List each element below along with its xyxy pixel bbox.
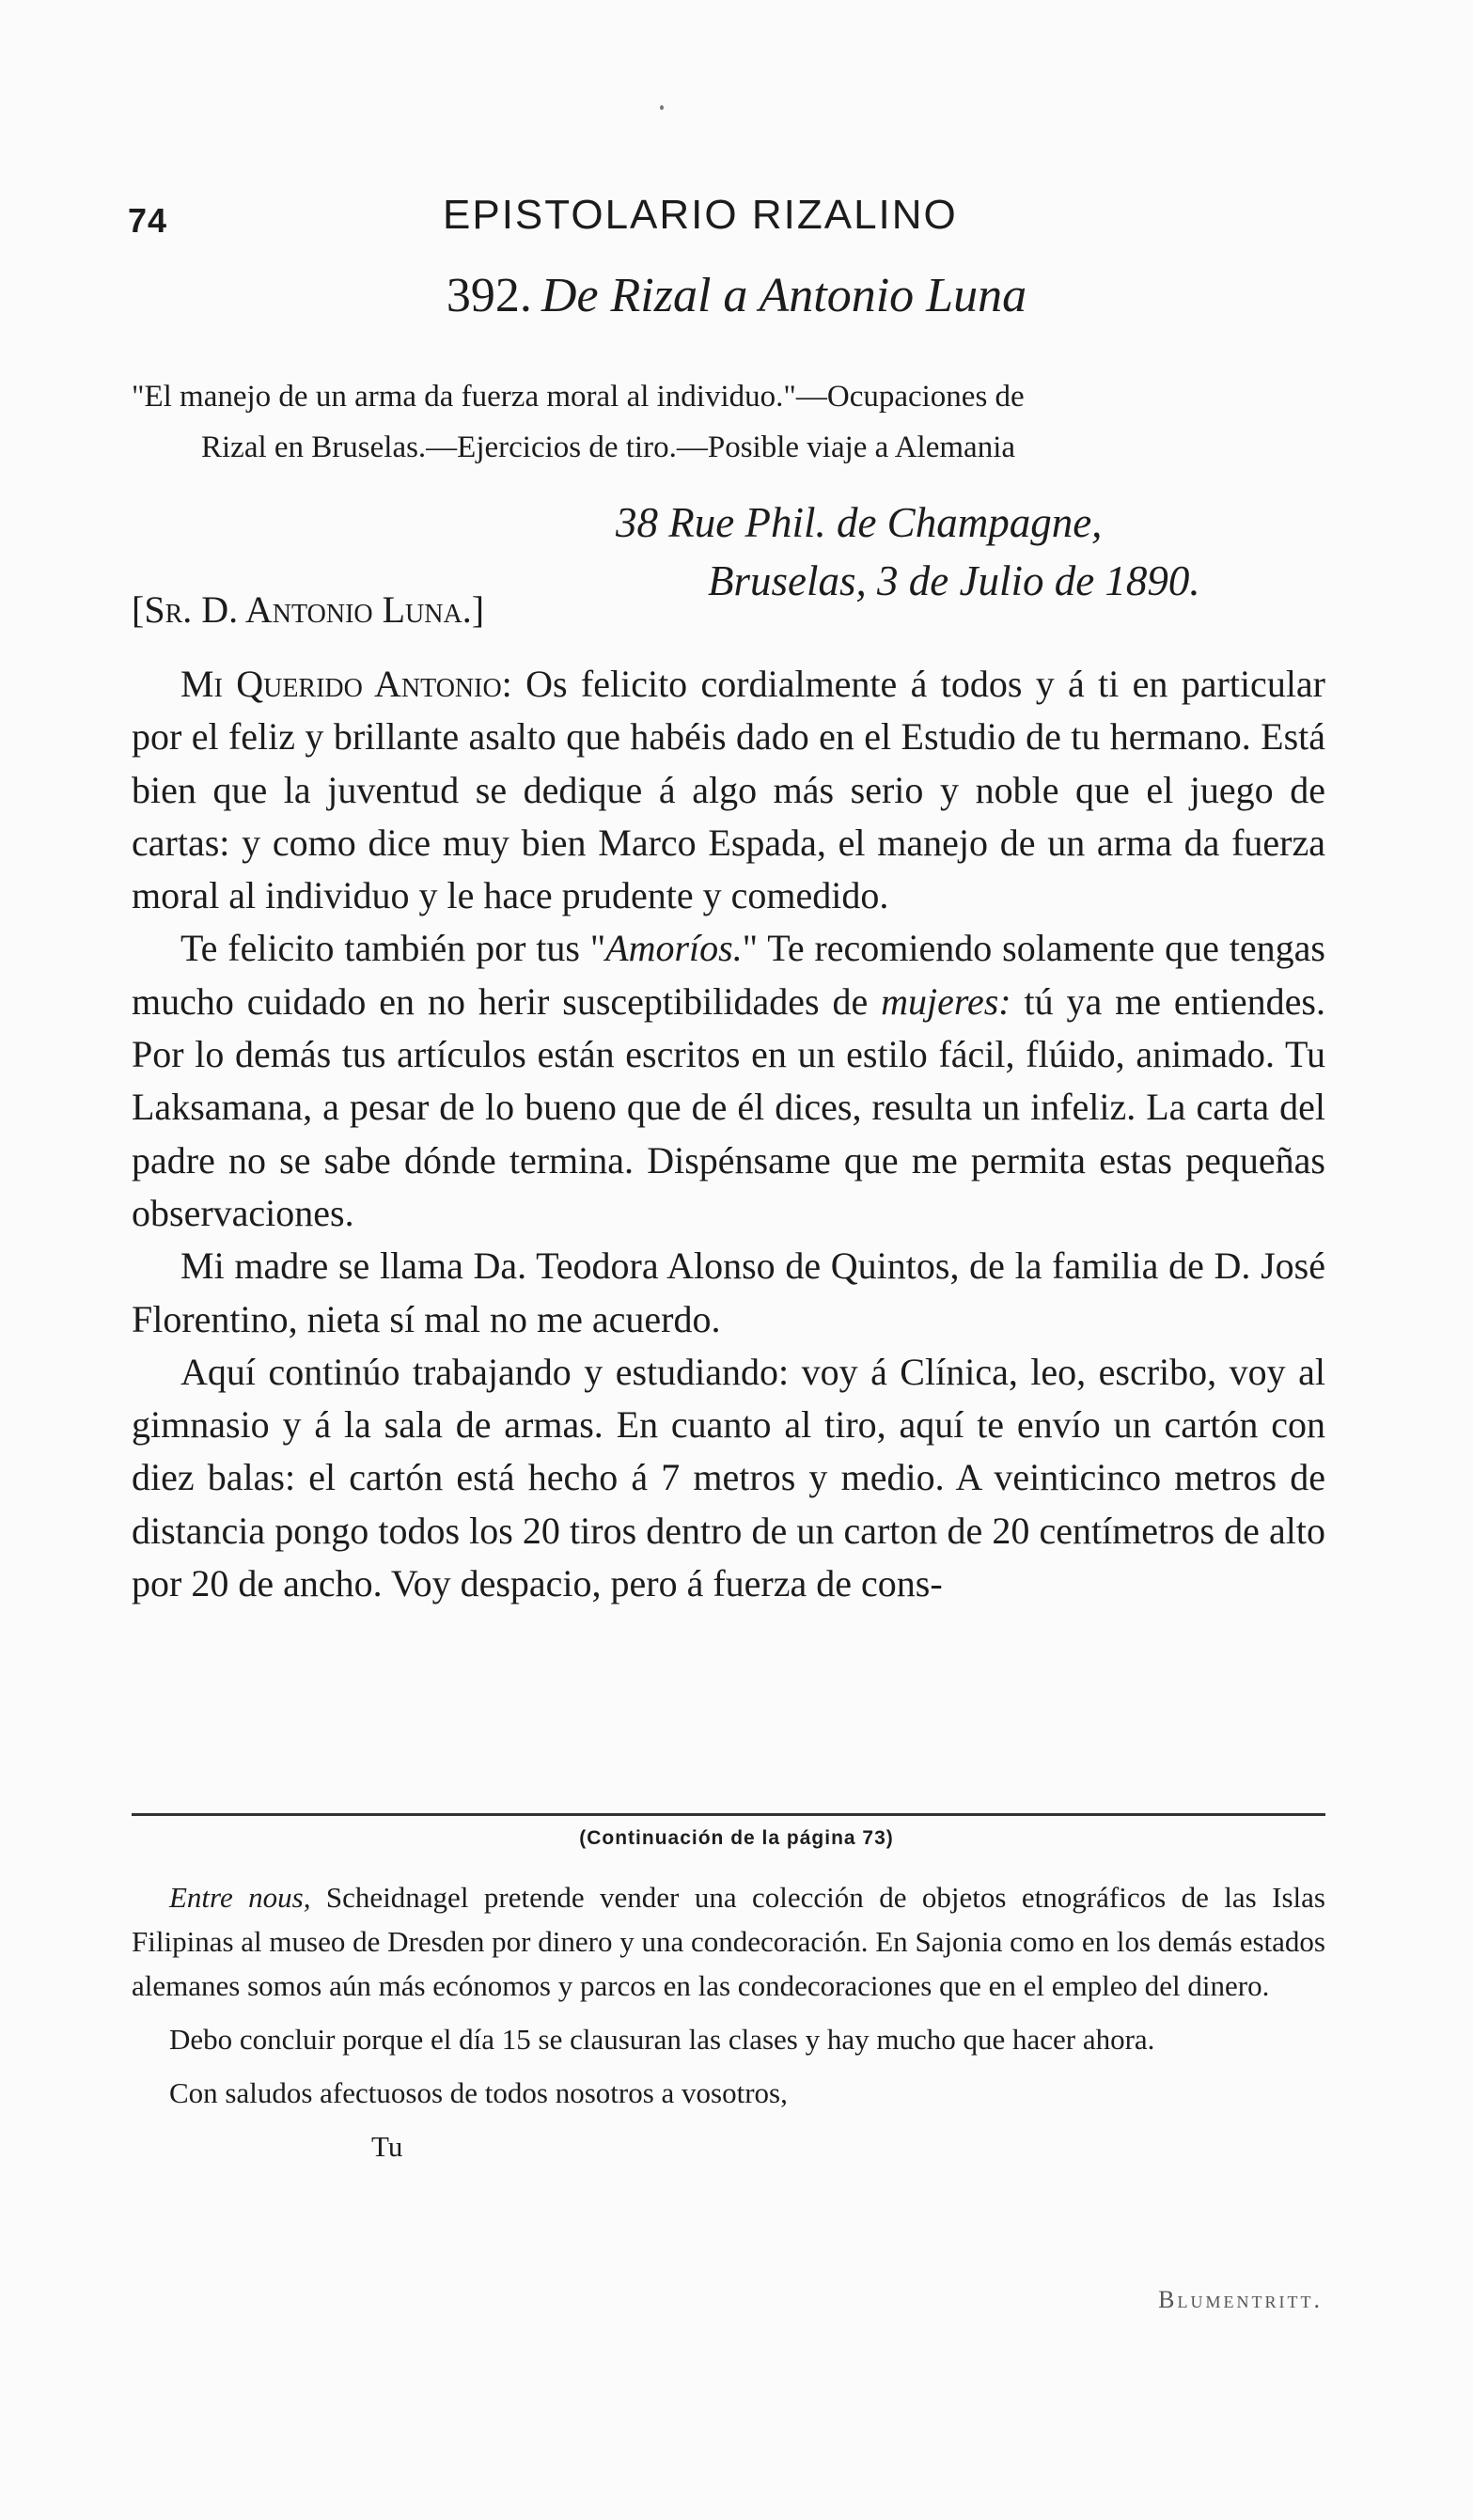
footnote-paragraph-3: Con saludos afectuosos de todos nosotros a vosotros,	[169, 2076, 788, 2109]
body-paragraph-3: Mi madre se llama Da. Teodora Alonso de Quintos, de la familia de D. José Florentino, nieta sí mal no me acuerdo.	[132, 1244, 1325, 1340]
amorios-title: Amoríos.	[605, 927, 743, 970]
paragraph-2-part-c: tú ya me entiendes. Por lo demás tus artículos están escritos en un estilo fácil, flúido, animado. Tu Laksamana, a pesar de lo bueno que de él dices, resulta un infeliz. La carta del padre no se sabe dónde termina. Dispénsame que me permita estas pequeñas observaciones.	[132, 979, 1325, 1234]
paragraph-1-text: Os felicito cordialmente á todos y á ti en particular por el feliz y brillante asalto que habéis dado en el Estudio de tu hermano. Está bien que la juventud se dedique á algo más serio y noble que el juego de cartas: y como dice muy bien Marco Espada, el manejo de un arma da fuerza moral al individuo y le hace prudente y comedido.	[132, 663, 1325, 917]
dateline	[616, 493, 1368, 610]
footnote-paragraph-2: Debo concluir porque el día 15 se clausuran las clases y hay mucho que hacer ahora.	[169, 2023, 1155, 2056]
footnote-block	[132, 1875, 1325, 2178]
running-head: EPISTOLARIO RIZALINO	[443, 192, 958, 238]
dateline-address: 38 Rue Phil. de Champagne,	[616, 499, 1103, 546]
letter-body	[132, 658, 1325, 1610]
signature: Blumentritt.	[1158, 2286, 1323, 2313]
footnote-paragraph-1-text: Scheidnagel pretende vender una colección de objetos etnográficos de las Islas Filipinas al museo de Dresden por dinero y una condecoración. En Sajonia como en los demás estados alemanes somos aún más ecónomos y parcos en las condecoraciones que en el empleo del dinero.	[132, 1881, 1325, 2002]
dateline-date: Bruselas, 3 de Julio de 1890.	[708, 557, 1200, 604]
summary-line-1: "El manejo de un arma da fuerza moral al individuo."—Ocupaciones de	[132, 380, 1025, 414]
page-number: 74	[128, 201, 168, 240]
body-paragraph-1	[132, 658, 1325, 922]
paragraph-2-part-a: Te felicito también por tus "	[180, 927, 606, 970]
footnote-heading: (Continuación de la página 73)	[579, 1827, 894, 1849]
salutation: Mi Querido Antonio:	[180, 663, 512, 705]
mujeres-word: mujeres:	[881, 979, 1011, 1023]
footnote-divider	[132, 1813, 1325, 1816]
letter-title-text: De Rizal a Antonio Luna	[541, 269, 1027, 322]
summary-line-2: Rizal en Bruselas.—Ejercicios de tiro.—Posible viaje a Alemania	[201, 430, 1016, 464]
page-header	[128, 184, 1350, 250]
body-paragraph-2	[132, 922, 1325, 1240]
letter-title	[0, 268, 1473, 323]
footnote-closing: Tu	[371, 2130, 403, 2163]
paper-speck	[660, 105, 664, 110]
entre-nous: Entre nous,	[169, 1881, 311, 1914]
letter-summary	[132, 371, 1354, 473]
letter-number: 392.	[446, 269, 532, 322]
addressee: [Sr. D. Antonio Luna.]	[132, 588, 485, 631]
footnote-paragraph-1	[132, 1875, 1325, 2008]
body-paragraph-4: Aquí continúo trabajando y estudiando: voy á Clínica, leo, escribo, voy al gimnasio y á la sala de armas. En cuanto al tiro, aquí te envío un cartón con diez balas: el cartón está hecho á 7 metros y medio. A veinticinco metros de distancia pongo todos los 20 tiros dentro de un carton de 20 centímetros de alto por 20 de ancho. Voy despacio, pero á fuerza de cons-	[132, 1350, 1325, 1605]
paragraph-2-part-b: " Te recomiendo solamente que tengas mucho cuidado en no herir susceptibilidades de	[132, 927, 1325, 1023]
